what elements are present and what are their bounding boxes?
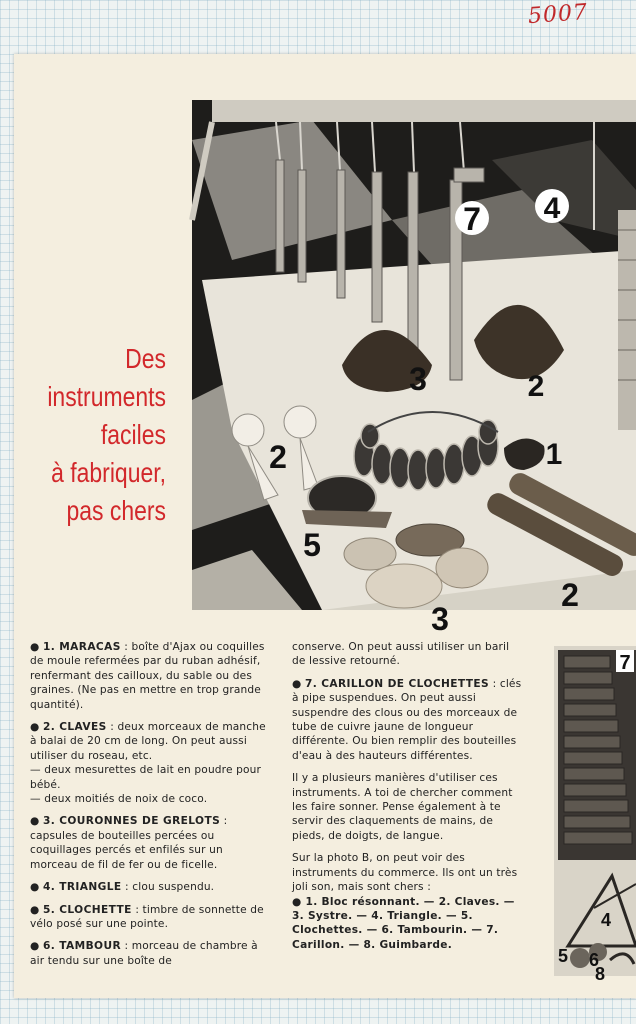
photo-a-label-5: 5 [303,527,321,563]
item-text: : clés à pipe suspendues. On peut aussi suspendre des clous ou des morceaux de tube de cuivre jaune de longueur différente. Ou bien remplir des bouteilles d'eau à des hauteurs différentes. [292,677,522,762]
item-maracas: ● 1. MARACAS : boîte d'Ajax ou coquilles de moule refermées par du ruban adhésif, renfermant des cailloux, du sable ou des graines. (Ne pas en mettre en trop grande quantité). [30,641,265,711]
item-text: : morceau de chambre à air tendu sur une boîte de [30,940,258,967]
headline-line: pas chers [66,495,166,526]
item-title: 5. CLOCHETTE [42,903,132,916]
photo-b-label-6: 6 [588,950,600,970]
article-column-middle [292,640,526,960]
photo-a-label-7: 7 [463,201,481,237]
item-title: 4. TRIANGLE [42,881,122,894]
photo-b-label-7: 7 [619,652,631,674]
item-text: : capsules de bouteilles percées ou coquillages percés et enfilés sur un morceau de fil de fer ou de ficelle. [30,815,228,871]
photo-b-label-4: 4 [600,910,612,930]
photo-b-list: ● 1. Bloc résonnant. — 2. Claves. — 3. Systre. — 4. Triangle. — 5. Clochettes. — 6. Tambourin. — 7. Carillon. — 8. Guimbarde. [292,895,515,951]
item-title: 3. COURONNES DE GRELOTS [42,815,221,828]
item-text: : boîte d'Ajax ou coquilles de moule refermées par du ruban adhésif, renfermant des cailloux, du sable ou des graines. (Ne pas en mettre en trop grande quantité). [30,641,265,711]
photo-b-label-5: 5 [557,946,569,966]
headline-line: Des [125,343,166,374]
item-text: — deux mesurettes de lait en poudre pour bébé. [30,764,262,791]
item-clochette: ● 5. CLOCHETTE : timbre de sonnette de vélo posé sur une pointe. [30,903,264,930]
headline-line: à fabriquer, [51,457,166,488]
item-title: 1. MARACAS [42,641,121,653]
headline-line: faciles [100,419,166,450]
photo-a-illustration [192,100,636,637]
photo-b-commercial-instruments [554,646,636,984]
item-title: 7. CARILLON DE CLOCHETTES [304,677,490,690]
item-claves: ● 2. CLAVES : deux morceaux de manche à balai de 20 cm de long. On peut aussi utiliser du roseau, etc. — deux mesurettes de lait en poudre pour bébé. — deux moitiés de noix de coco. [30,721,266,806]
photo-a-label-1: 1 [545,438,563,471]
item-title: 6. TAMBOUR [42,940,122,953]
archive-number-stamp: 5007 [527,0,589,30]
photo-a-instruments [192,100,636,637]
photo-b-illustration [554,646,636,984]
headline-line: instruments [47,381,166,412]
photo-a-label-2-scoops: 2 [269,439,287,475]
magazine-page [14,54,636,998]
item-text: : timbre de sonnette de vélo posé sur une pointe. [30,903,264,930]
item-triangle: ● 4. TRIANGLE : clou suspendu. [30,881,215,894]
item-tambour: ● 6. TAMBOUR : morceau de chambre à air tendu sur une boîte de [30,940,258,967]
photo-a-label-4: 4 [543,192,561,225]
article-column-left [30,640,266,976]
headline [41,340,166,530]
photo-a-label-2-bowl: 2 [527,370,545,403]
photo-b-intro: Sur la photo B, on peut voir des instruments du commerce. Ils ont un très joli son, mais sont chers : [292,852,518,894]
item-text: : clou suspendu. [121,881,215,894]
photo-b-label-8: 8 [594,964,606,984]
item-title: 2. CLAVES [42,721,107,734]
item-couronnes: ● 3. COURONNES DE GRELOTS : capsules de bouteilles percées ou coquillages percés et enfilés sur un morceau de fil de fer ou de ficelle. [30,815,228,871]
photo-a-label-3-ring: 3 [409,361,427,397]
item-carillon: ● 7. CARILLON DE CLOCHETTES : clés à pipe suspendues. On peut aussi suspendre des clous ou des morceaux de tube de cuivre jaune de longueur différente. Ou bien remplir des bouteilles d'eau à des hauteurs différentes. [292,677,522,762]
item-text: — deux moitiés de noix de coco. [30,793,208,806]
item-text: : deux morceaux de manche à balai de 20 cm de long. On peut aussi utiliser du roseau, etc. [30,721,266,762]
photo-a-label-3-shells: 3 [431,601,449,637]
photo-a-label-2-claves: 2 [561,577,579,613]
tambour-continuation: conserve. On peut aussi utiliser un baril de lessive retourné. [292,641,510,668]
usage-paragraph: Il y a plusieurs manières d'utiliser ces instruments. A toi de chercher comment les faire sonner. Pense également à te servir des claquements de mains, de pieds, de doigts, de langue. [292,772,513,842]
